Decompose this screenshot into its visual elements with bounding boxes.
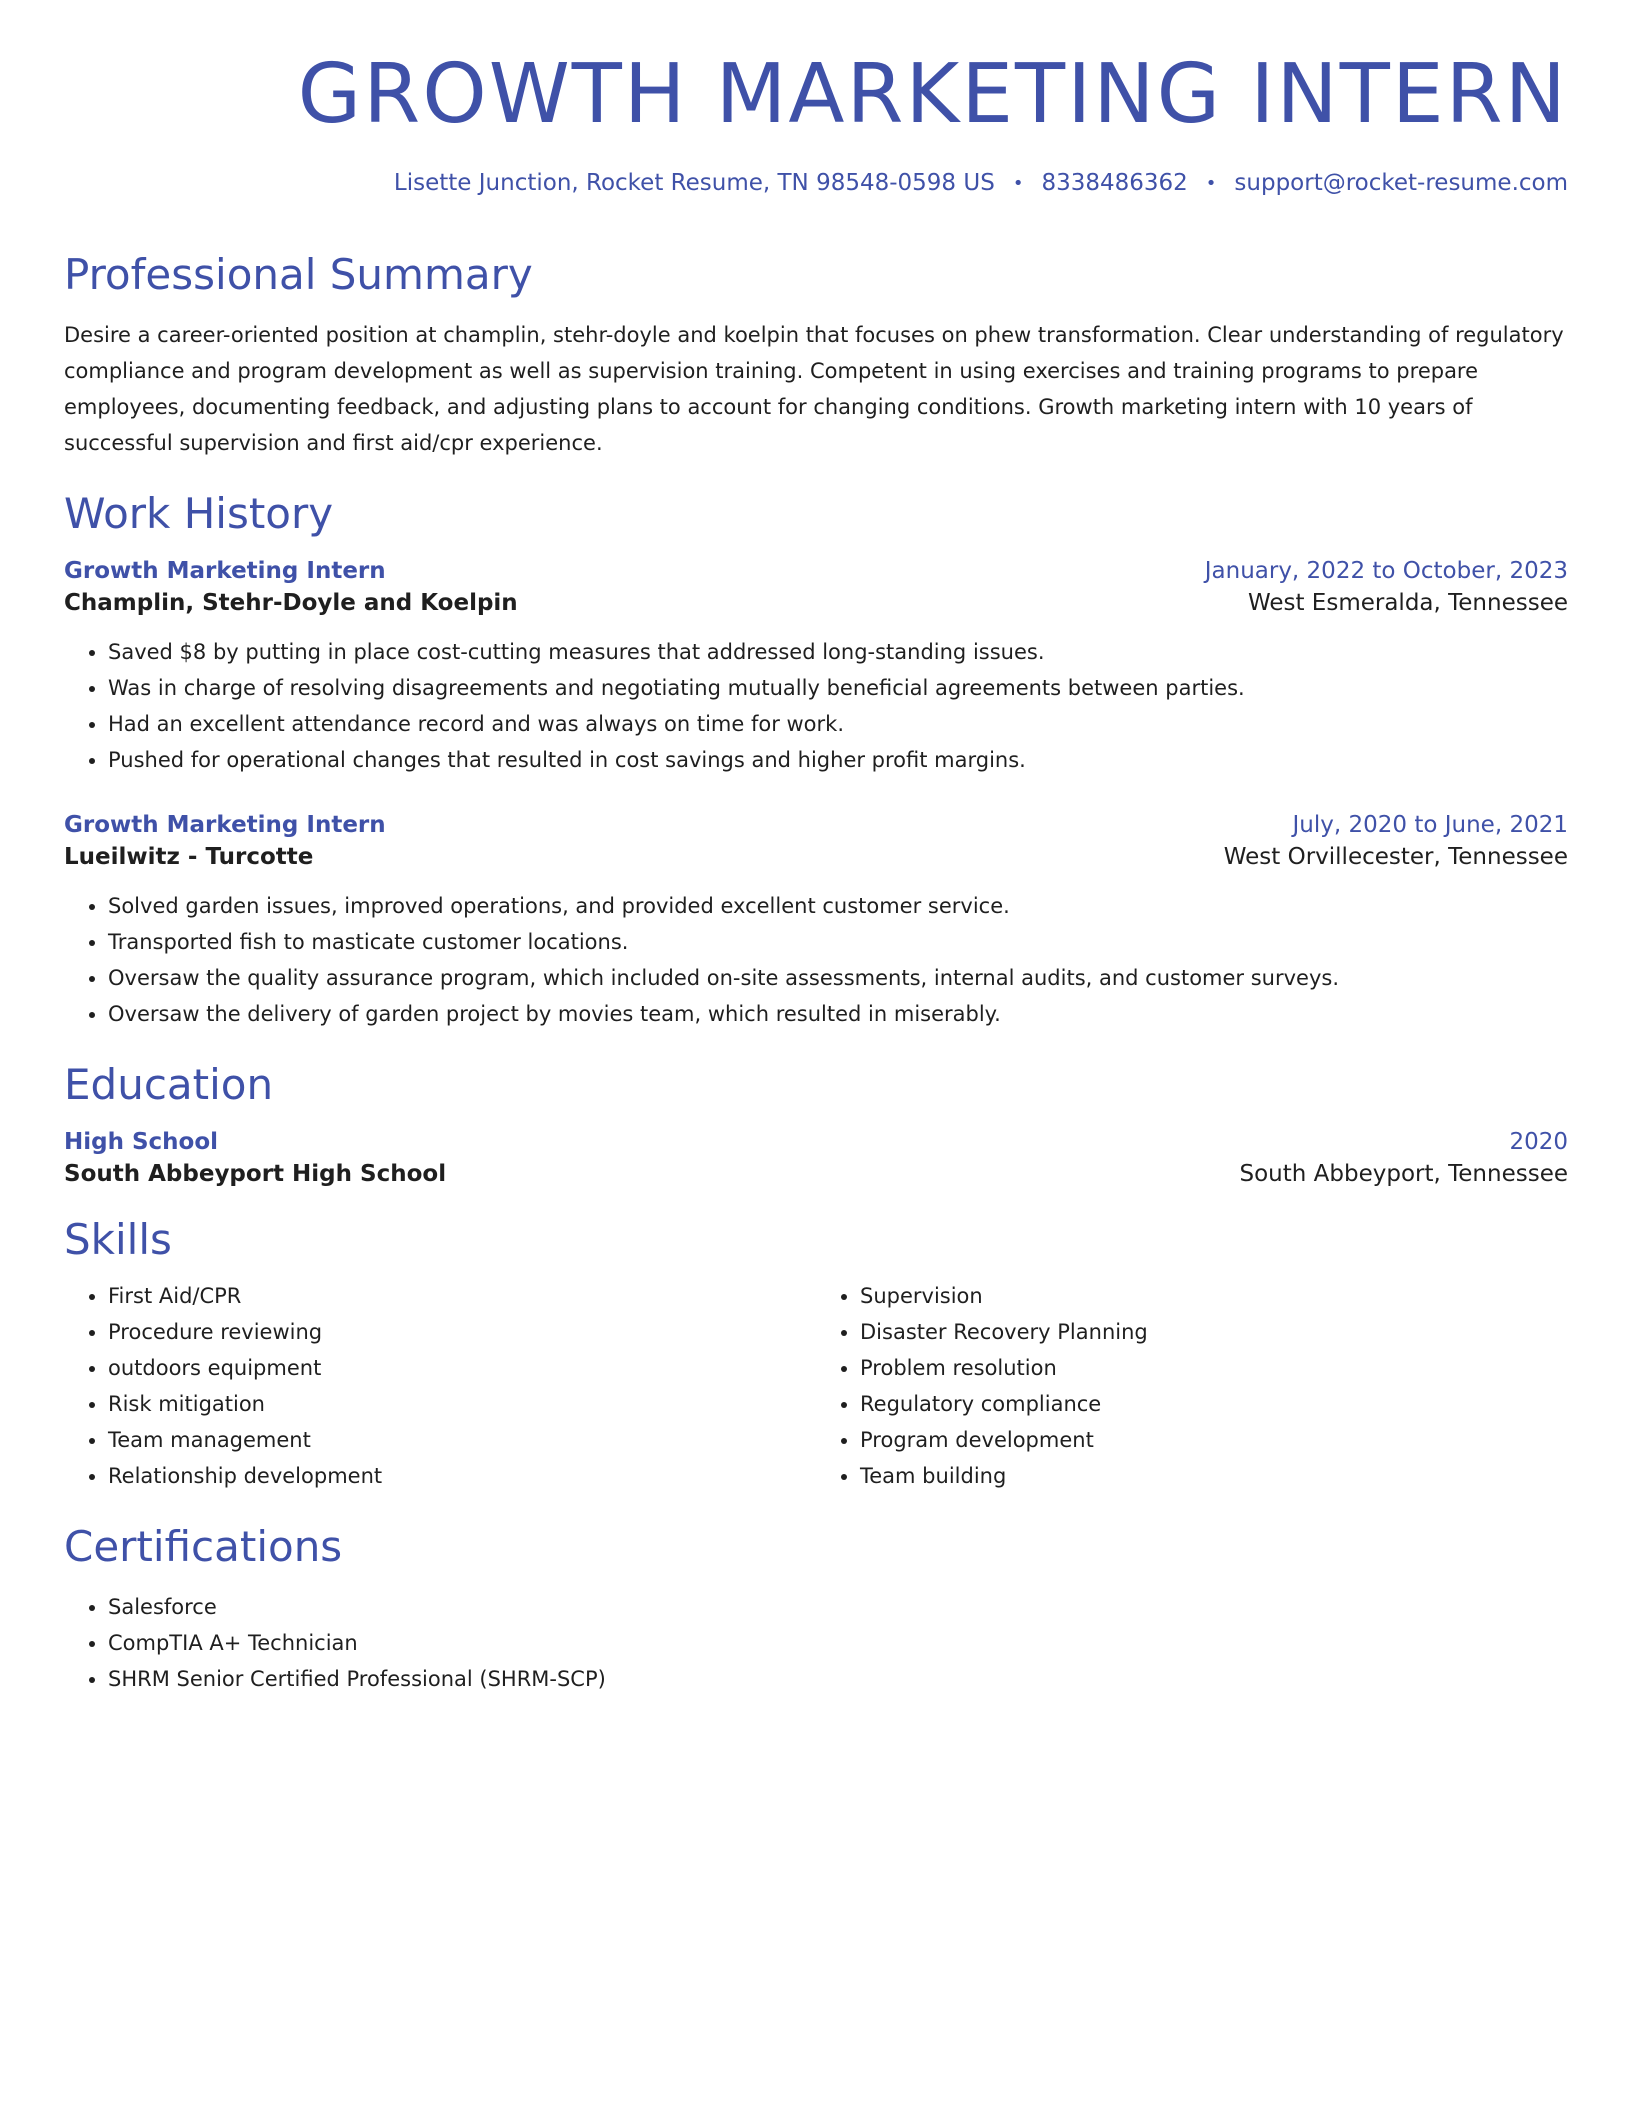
job-location: West Esmeralda, Tennessee bbox=[1247, 590, 1568, 617]
education-entry bbox=[64, 1129, 1568, 1187]
job-company-row bbox=[64, 838, 1568, 870]
skill-item: • Regulatory compliance bbox=[860, 1386, 1568, 1422]
job-bullet: • Had an excellent attendance record and was always on time for work. bbox=[108, 706, 1568, 742]
certifications-title: Certifications bbox=[64, 1522, 343, 1572]
education-title: Education bbox=[64, 1060, 274, 1110]
skill-item: • Problem resolution bbox=[860, 1350, 1568, 1386]
skill-item: • Disaster Recovery Planning bbox=[860, 1314, 1568, 1350]
job-bullet: • Was in charge of resolving disagreements and negotiating mutually beneficial agreements between parties. bbox=[108, 670, 1568, 706]
job-dates: July, 2020 to June, 2021 bbox=[1292, 812, 1568, 839]
job-bullet: • Saved $8 by putting in place cost-cutting measures that addressed long-standing issues. bbox=[108, 634, 1568, 670]
skill-item: • Relationship development bbox=[108, 1458, 816, 1494]
certifications-section bbox=[64, 1522, 1568, 1697]
job-bullet: • Pushed for operational changes that resulted in cost savings and higher profit margins. bbox=[108, 742, 1568, 778]
education-location: South Abbeyport, Tennessee bbox=[1239, 1161, 1568, 1188]
education-section bbox=[64, 1060, 1568, 1187]
contact-phone: 8338486362 bbox=[1041, 170, 1188, 197]
skill-item: • Risk mitigation bbox=[108, 1386, 816, 1422]
resume-header bbox=[64, 47, 1568, 197]
skill-item: • Procedure reviewing bbox=[108, 1314, 816, 1350]
job-role: Growth Marketing Intern bbox=[64, 812, 386, 839]
job-company: Champlin, Stehr-Doyle and Koelpin bbox=[64, 590, 518, 617]
job-bullet: • Solved garden issues, improved operations, and provided excellent customer service. bbox=[108, 888, 1568, 924]
education-degree: High School bbox=[64, 1129, 219, 1156]
job-entry bbox=[64, 812, 1568, 1032]
job-company-row bbox=[64, 584, 1568, 616]
skill-item: • Program development bbox=[860, 1422, 1568, 1458]
job-bullet: • Oversaw the quality assurance program, which included on-site assessments, internal audits, and customer surveys. bbox=[108, 960, 1568, 996]
skills-grid bbox=[64, 1278, 1568, 1494]
job-bullets bbox=[64, 634, 1568, 778]
education-year: 2020 bbox=[1509, 1129, 1568, 1156]
work-history-section bbox=[64, 489, 1568, 1032]
job-entry bbox=[64, 558, 1568, 778]
education-school-row bbox=[64, 1155, 1568, 1187]
job-company: Lueilwitz - Turcotte bbox=[64, 844, 314, 871]
skill-item: • Supervision bbox=[860, 1278, 1568, 1314]
job-role: Growth Marketing Intern bbox=[64, 558, 386, 585]
skills-title: Skills bbox=[64, 1215, 172, 1265]
job-header-row bbox=[64, 812, 1568, 838]
education-header-row bbox=[64, 1129, 1568, 1155]
job-bullets bbox=[64, 888, 1568, 1032]
job-bullet: • Transported fish to masticate customer locations. bbox=[108, 924, 1568, 960]
contact-line bbox=[64, 170, 1568, 196]
contact-address: Lisette Junction, Rocket Resume, TN 98548-0598 US bbox=[393, 170, 995, 197]
job-header-row bbox=[64, 558, 1568, 584]
candidate-name: GROWTH MARKETING INTERN bbox=[297, 47, 1568, 142]
summary-section bbox=[64, 250, 1568, 461]
certifications-list bbox=[64, 1589, 1568, 1697]
certification-item: • SHRM Senior Certified Professional (SHRM-SCP) bbox=[108, 1661, 1568, 1697]
contact-email: support@rocket-resume.com bbox=[1234, 170, 1568, 197]
skill-item: • First Aid/CPR bbox=[108, 1278, 816, 1314]
skills-section bbox=[64, 1215, 1568, 1494]
skills-right-column bbox=[816, 1278, 1568, 1494]
work-history-title: Work History bbox=[64, 489, 334, 539]
skill-item: • Team building bbox=[860, 1458, 1568, 1494]
certification-item: • CompTIA A+ Technician bbox=[108, 1625, 1568, 1661]
skill-item: • Team management bbox=[108, 1422, 816, 1458]
contact-separator: • bbox=[1205, 172, 1217, 194]
job-bullet: • Oversaw the delivery of garden project by movies team, which resulted in miserably. bbox=[108, 996, 1568, 1032]
job-location: West Orvillecester, Tennessee bbox=[1223, 844, 1568, 871]
certification-item: • Salesforce bbox=[108, 1589, 1568, 1625]
contact-separator: • bbox=[1012, 172, 1024, 194]
summary-text: Desire a career-oriented position at champlin, stehr-doyle and koelpin that focuses on phew transformation. Clear understanding of regulatory compliance and program development as well as supervision training. Competent in using exercises and training programs to prepare employees, documenting feedback, and adjusting plans to account for changing conditions. Growth marketing intern with 10 years of successful supervision and first aid/cpr experience. bbox=[64, 323, 1564, 456]
skill-item: • outdoors equipment bbox=[108, 1350, 816, 1386]
job-dates: January, 2022 to October, 2023 bbox=[1204, 558, 1568, 585]
education-school: South Abbeyport High School bbox=[64, 1161, 447, 1188]
skills-left-column bbox=[64, 1278, 816, 1494]
summary-title: Professional Summary bbox=[64, 250, 533, 300]
resume-page bbox=[64, 47, 1568, 1697]
